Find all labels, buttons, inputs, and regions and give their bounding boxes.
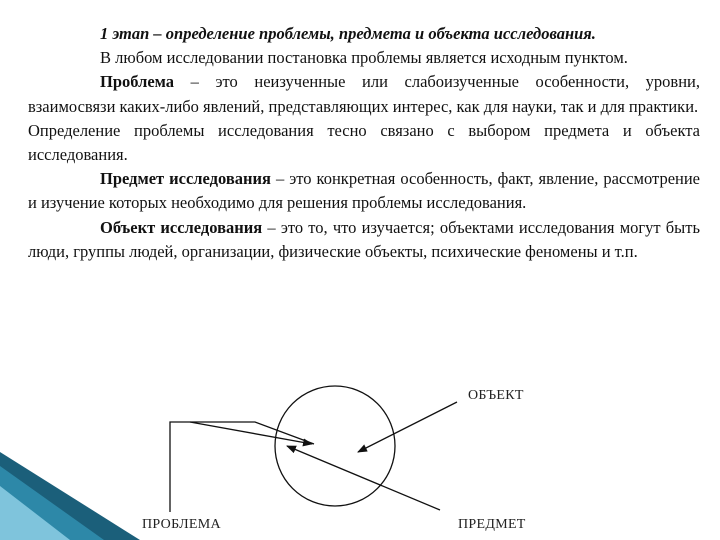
problem-term: Проблема [100,72,175,92]
intro-paragraph: В любом исследовании постановка проблемы является исходным пунктом. [100,48,628,68]
stage-title: 1 этап – определение проблемы, предмета и объекта исследования. [100,24,596,43]
relation-paragraph: Определение проблемы исследования тесно связано с выбором предмета и объекта исследования. [28,120,700,165]
subject-definition: – это конкретная особенность, факт, явление, рассмотрение и изучение которых необходимо для решения проблемы исследования. [28,169,700,213]
label-subject: ПРЕДМЕТ [458,517,526,532]
object-term: Объект исследования [100,217,263,237]
label-object: ОБЪЕКТ [468,388,524,403]
subject-term: Предмет исследования [100,169,271,189]
problem-paragraph [28,70,700,118]
object-definition: – это то, что изучается; объектами исследования могут быть люди, группы людей, организации, физические объекты, психические феномены и т.п. [28,217,700,261]
decorative-corner-shape [0,452,140,540]
object-circle [275,386,395,506]
object-paragraph [28,216,700,264]
problem-definition: – это неизученные или слабоизученные особенности, уровни, взаимосвязи каких-либо явлений, представляющих интерес, как для науки, так и для практики. [28,72,700,116]
problem-bracket-line [170,422,314,512]
label-problem: ПРОБЛЕМА [142,517,221,532]
subject-paragraph [28,167,700,215]
document-body [28,22,700,264]
object-arrow [358,402,457,452]
problem-arrow [190,422,312,444]
